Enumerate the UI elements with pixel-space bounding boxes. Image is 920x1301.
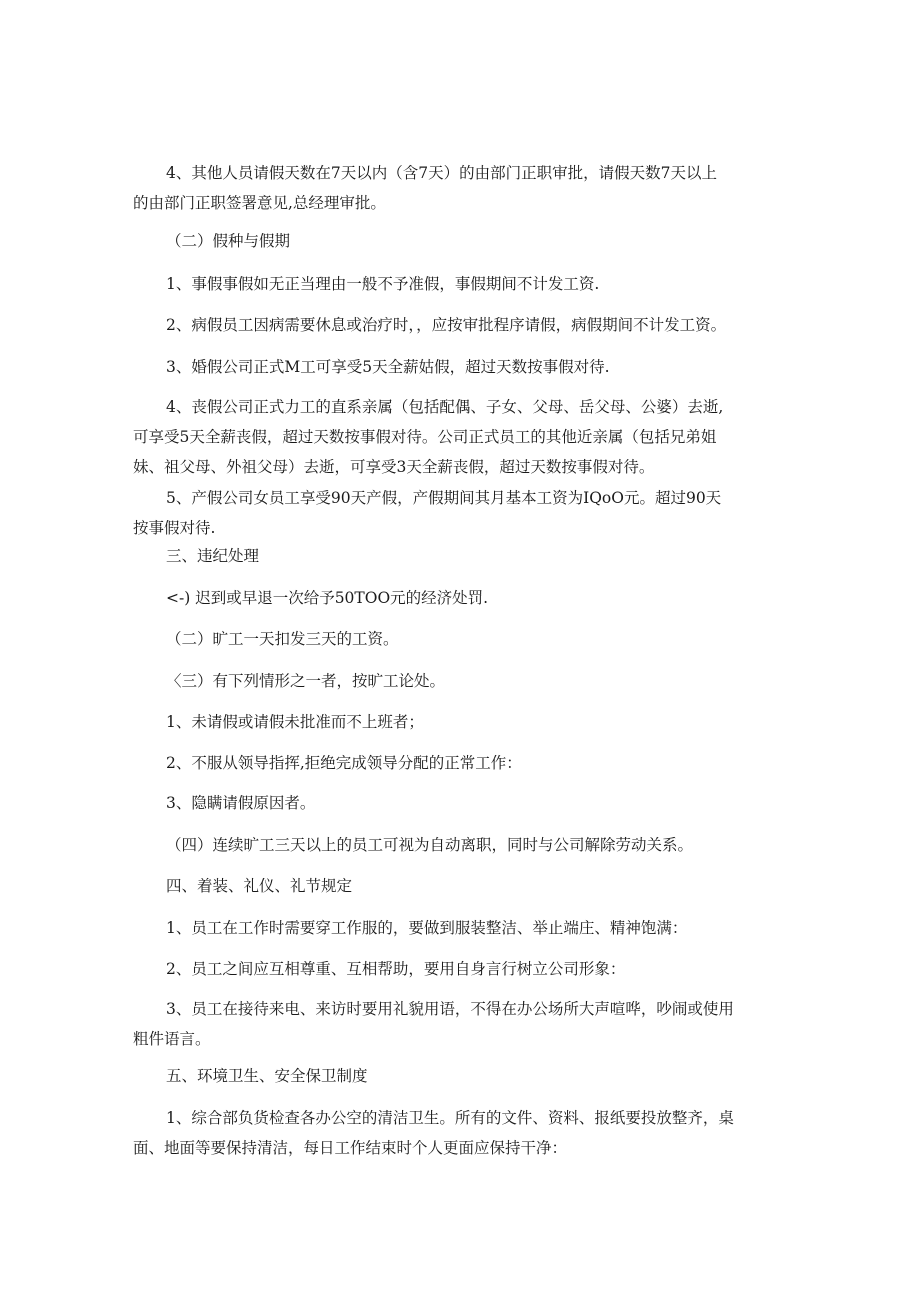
paragraph (133, 788, 793, 818)
text-line: 4、丧假公司正式力工的直系亲属（包括配偶、子女、父母、岳父母、公婆）去逝, (166, 398, 724, 416)
paragraph (133, 352, 793, 382)
paragraph (133, 310, 793, 340)
paragraph (133, 541, 793, 571)
text-line: 4、其他人员请假天数在7天以内（含7天）的由部门正职审批，请假天数7天以上 (166, 164, 717, 182)
section-heading: 四、着装、礼仪、礼节规定 (166, 877, 353, 895)
text-line: 3、员工在接待来电、来访时要用礼貌用语，不得在办公场所大声喧哗，吵闹或使用 (166, 1000, 734, 1018)
paragraph (133, 483, 793, 543)
section-heading: 三、违纪处理 (166, 547, 260, 565)
text-line: 1、未请假或请假未批准而不上班者； (166, 713, 424, 731)
text-line: 2、员工之间应互相尊重、互相帮助，要用自身言行树立公司形象： (166, 960, 626, 978)
paragraph (133, 871, 793, 901)
text-line: （四）连续旷工三天以上的员工可视为自动离职，同时与公司解除劳动关系。 (166, 836, 694, 854)
paragraph (133, 158, 793, 218)
text-line: 粗件语言。 (133, 1030, 211, 1048)
paragraph (133, 830, 793, 860)
paragraph (133, 954, 793, 984)
paragraph (133, 583, 793, 613)
text-line: 5、产假公司女员工享受90天产假，产假期间其月基本工资为IQoO元。超过90天 (166, 489, 722, 507)
paragraph (133, 392, 793, 482)
paragraph (133, 624, 793, 654)
paragraph (133, 1061, 793, 1091)
text-line: 2、病假员工因病需要休息或治疗时，，应按审批程序请假，病假期间不计发工资。 (166, 316, 727, 334)
text-line: 1、综合部负货检查各办公空的清洁卫生。所有的文件、资料、报纸要投放整齐，桌 (166, 1109, 734, 1127)
paragraph (133, 913, 793, 943)
section-heading: （二）假种与假期 (166, 232, 291, 250)
text-line: 3、婚假公司正式M工可享受5天全薪姑假，超过天数按事假对待. (166, 358, 610, 376)
text-line: 3、隐瞒请假原因者。 (166, 794, 316, 812)
paragraph (133, 226, 793, 256)
text-line: <-) 迟到或早退一次给予50TOO元的经济处罚. (166, 589, 489, 607)
paragraph (133, 994, 793, 1054)
paragraph (133, 1103, 793, 1163)
paragraph (133, 269, 793, 299)
text-line: 可享受5天全薪丧假，超过天数按事假对待。公司正式员工的其他近亲属（包括兄弟姐 (133, 428, 717, 446)
text-line: 按事假对待. (133, 519, 216, 537)
text-line: 妹、祖父母、外祖父母）去逝，可享受3天全薪丧假，超过天数按事假对待。 (133, 458, 655, 476)
paragraph (133, 666, 793, 696)
paragraph (133, 748, 793, 778)
text-line: 1、员工在工作时需要穿工作服的，要做到服装整洁、举止端庄、精神饱满： (166, 919, 688, 937)
paragraph (133, 707, 793, 737)
text-line: 的由部门正职签署意见,总经理审批。 (133, 194, 386, 212)
text-line: 2、不服从领导指挥,拒绝完成领导分配的正常工作： (166, 754, 522, 772)
text-line: 〈三）有下列情形之一者，按旷工论处。 (166, 672, 446, 690)
text-line: （二）旷工一天扣发三天的工资。 (166, 630, 399, 648)
text-line: 1、事假事假如无正当理由一般不予准假，事假期间不计发工资. (166, 275, 600, 293)
section-heading: 五、环境卫生、安全保卫制度 (166, 1067, 368, 1085)
text-line: 面、地面等要保持清洁，每日工作结束时个人更面应保持干净： (133, 1139, 568, 1157)
